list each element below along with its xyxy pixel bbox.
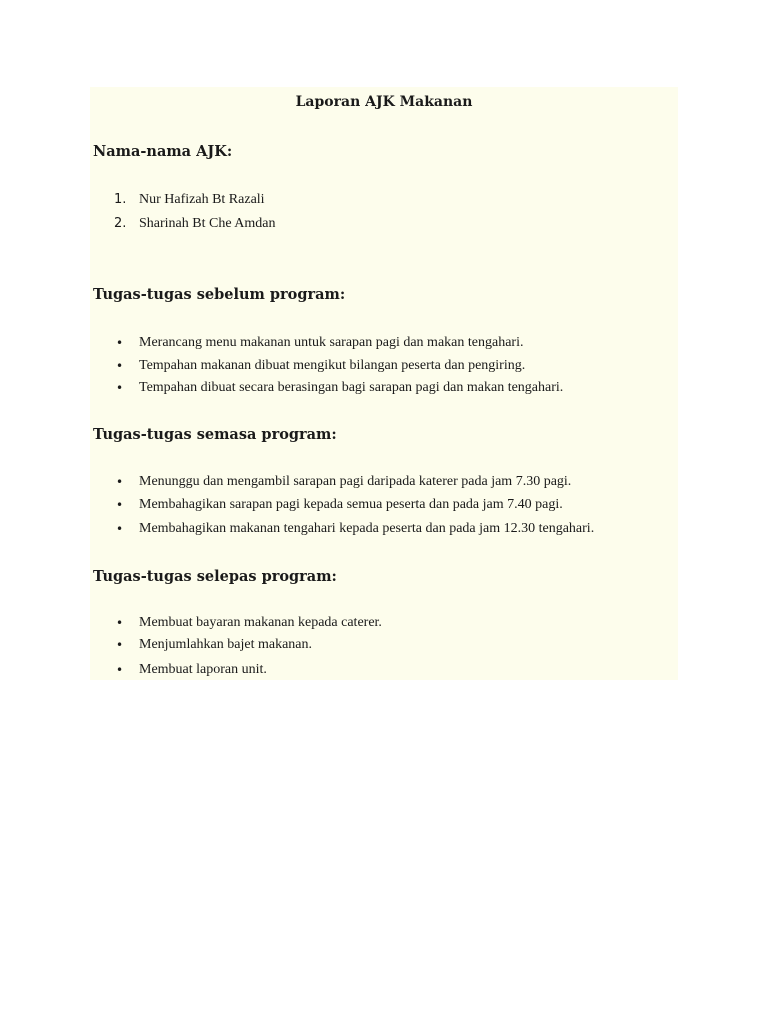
list-item-text: Merancang menu makanan untuk sarapan pagi dan makan tengahari. — [139, 335, 524, 350]
list-number: 1. — [114, 192, 127, 207]
list-item-text: Sharinah Bt Che Amdan — [139, 216, 276, 231]
bullet-icon: • — [116, 498, 124, 512]
bullet-icon: • — [116, 381, 124, 395]
list-item-text: Membuat laporan unit. — [139, 662, 267, 677]
list-item-text: Tempahan makanan dibuat mengikut bilangan peserta dan pengiring. — [139, 358, 526, 373]
list-item-text: Membuat bayaran makanan kepada caterer. — [139, 615, 382, 630]
page-title: Laporan AJK Makanan — [295, 94, 473, 110]
before-heading: Tugas-tugas sebelum program: — [93, 286, 346, 303]
after-heading: Tugas-tugas selepas program: — [93, 568, 337, 585]
list-item-text: Menjumlahkan bajet makanan. — [139, 637, 312, 652]
bullet-icon: • — [116, 522, 124, 536]
list-item-text: Membahagikan makanan tengahari kepada peserta dan pada jam 12.30 tengahari. — [139, 521, 595, 536]
bullet-icon: • — [116, 336, 124, 350]
list-item-text: Tempahan dibuat secara berasingan bagi sarapan pagi dan makan tengahari. — [139, 380, 564, 395]
bullet-icon: • — [116, 475, 124, 489]
list-item-text: Nur Hafizah Bt Razali — [139, 192, 265, 207]
during-heading: Tugas-tugas semasa program: — [93, 426, 337, 443]
list-number: 2. — [114, 216, 127, 231]
bullet-icon: • — [116, 616, 124, 630]
document-block — [90, 87, 678, 680]
members-heading: Nama-nama AJK: — [93, 143, 233, 160]
list-item-text: Menunggu dan mengambil sarapan pagi daripada katerer pada jam 7.30 pagi. — [139, 474, 572, 489]
list-item-text: Membahagikan sarapan pagi kepada semua peserta dan pada jam 7.40 pagi. — [139, 497, 563, 512]
bullet-icon: • — [116, 359, 124, 373]
bullet-icon: • — [116, 638, 124, 652]
bullet-icon: • — [116, 663, 124, 677]
